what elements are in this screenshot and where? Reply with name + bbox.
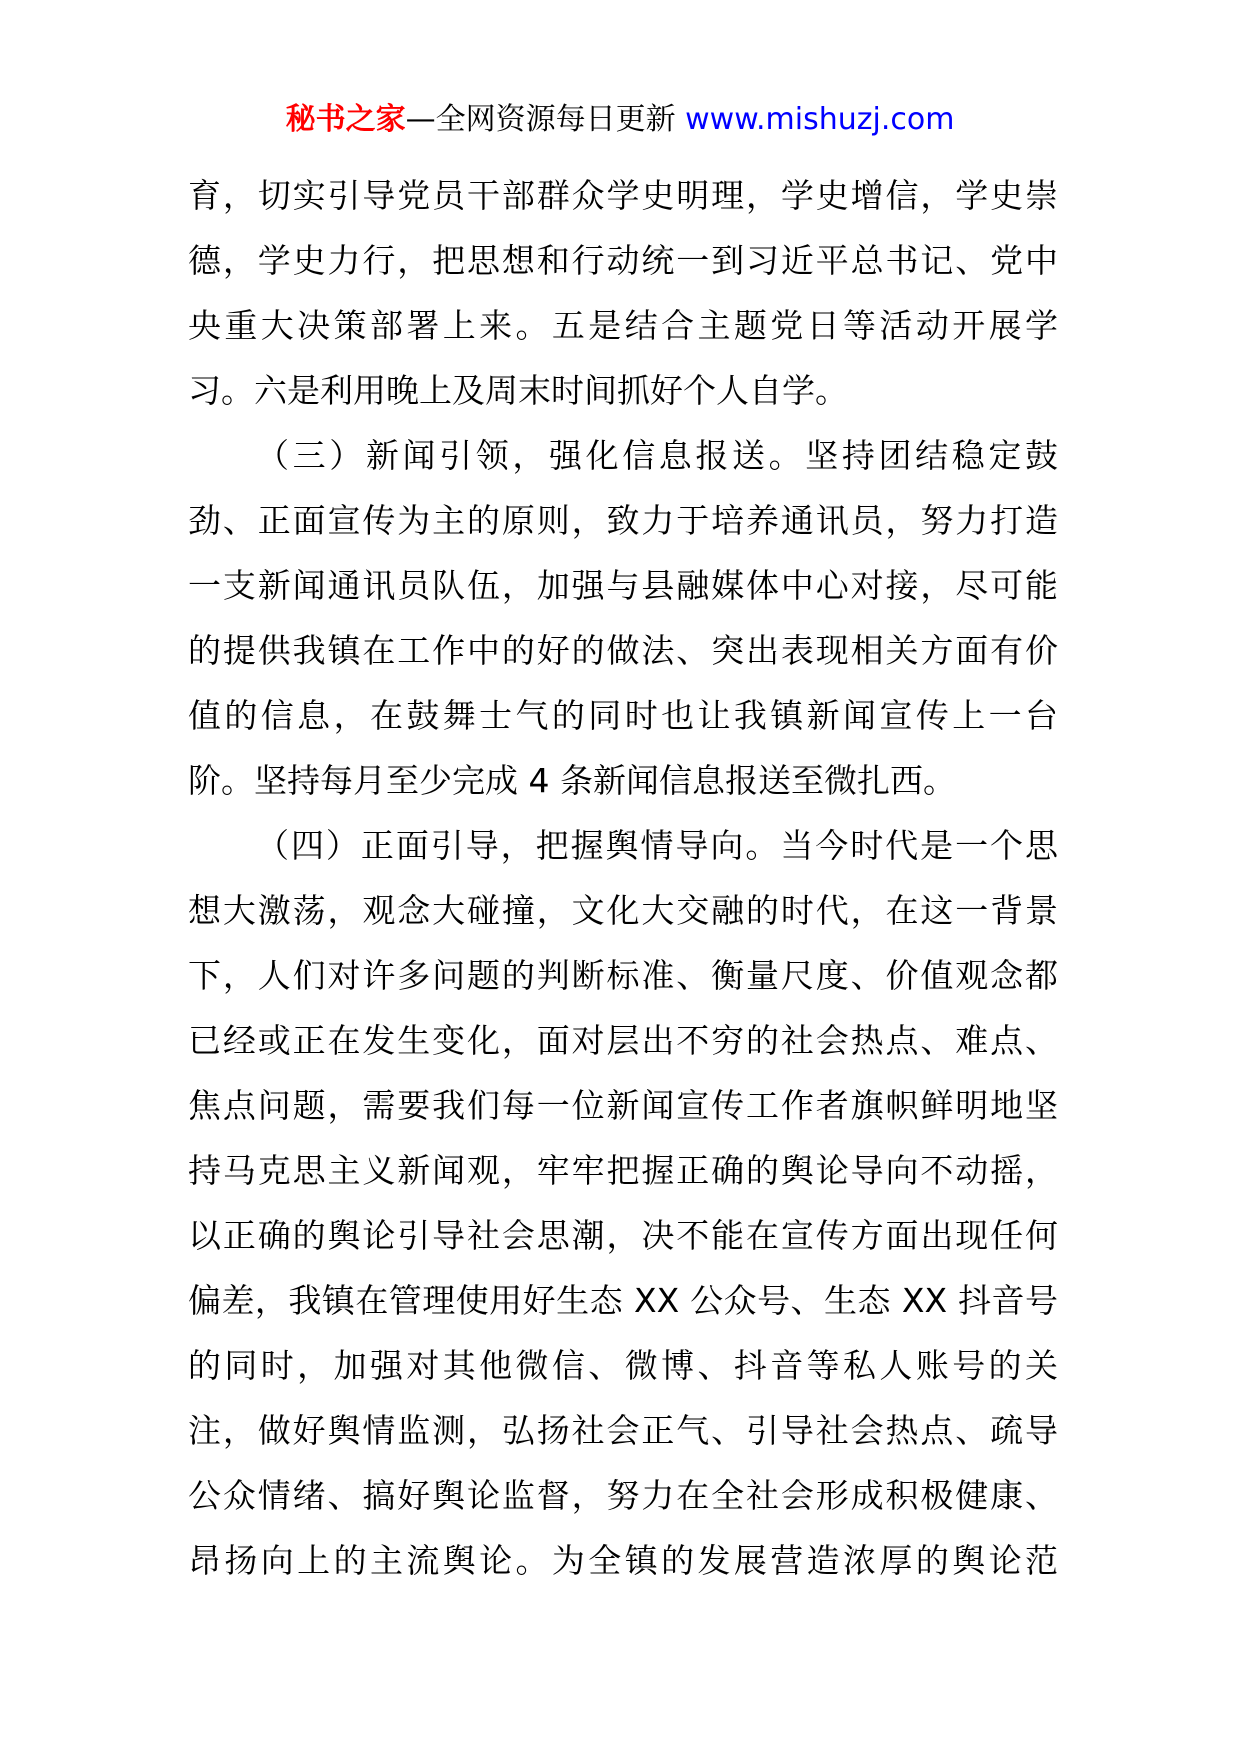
text-line: 偏差，我镇在管理使用好生态 XX 公众号、生态 XX 抖音号 [188,1281,1058,1320]
header-url-link[interactable]: www.mishuzj.com [685,102,955,137]
header-brand: 秘书之家 [285,102,406,137]
text-line: 央重大决策部署上来。五是结合主题党日等活动开展学 [188,306,1058,345]
text-line: 焦点问题，需要我们每一位新闻宣传工作者旗帜鲜明地坚 [188,1086,1058,1125]
text-line: 昂扬向上的主流舆论。为全镇的发展营造浓厚的舆论范 [188,1541,1058,1580]
text-line: 公众情绪、搞好舆论监督，努力在全社会形成积极健康、 [188,1476,1058,1515]
section-heading-line: （四）正面引导，把握舆情导向。当今时代是一个思 [256,826,1058,865]
document-body [188,163,1058,1593]
text-line: 下，人们对许多问题的判断标准、衡量尺度、价值观念都 [188,956,1058,995]
text-line: 育，切实引导党员干部群众学史明理，学史增信，学史崇 [188,176,1058,215]
section-heading-line: （三）新闻引领，强化信息报送。坚持团结稳定鼓 [256,436,1058,475]
text-line: 阶。坚持每月至少完成 4 条新闻信息报送至微扎西。 [188,761,956,800]
text-line: 一支新闻通讯员队伍，加强与县融媒体中心对接，尽可能 [188,566,1058,605]
text-line: 德，学史力行，把思想和行动统一到习近平总书记、党中 [188,241,1058,280]
text-line: 想大激荡，观念大碰撞，文化大交融的时代，在这一背景 [188,891,1058,930]
text-line: 已经或正在发生变化，面对层出不穷的社会热点、难点、 [188,1021,1058,1060]
page-header [0,100,1240,140]
text-line: 注，做好舆情监测，弘扬社会正气、引导社会热点、疏导 [188,1411,1058,1450]
text-line: 的提供我镇在工作中的好的做法、突出表现相关方面有价 [188,631,1058,670]
text-line: 习。六是利用晚上及周末时间抓好个人自学。 [188,371,848,410]
header-tagline: —全网资源每日更新 [405,102,676,137]
text-line: 以正确的舆论引导社会思潮，决不能在宣传方面出现任何 [188,1216,1058,1255]
text-line: 的同时，加强对其他微信、微博、抖音等私人账号的关 [188,1346,1058,1385]
text-line: 值的信息，在鼓舞士气的同时也让我镇新闻宣传上一台 [188,696,1058,735]
text-line: 劲、正面宣传为主的原则，致力于培养通讯员，努力打造 [188,501,1058,540]
text-line: 持马克思主义新闻观，牢牢把握正确的舆论导向不动摇， [188,1151,1058,1190]
